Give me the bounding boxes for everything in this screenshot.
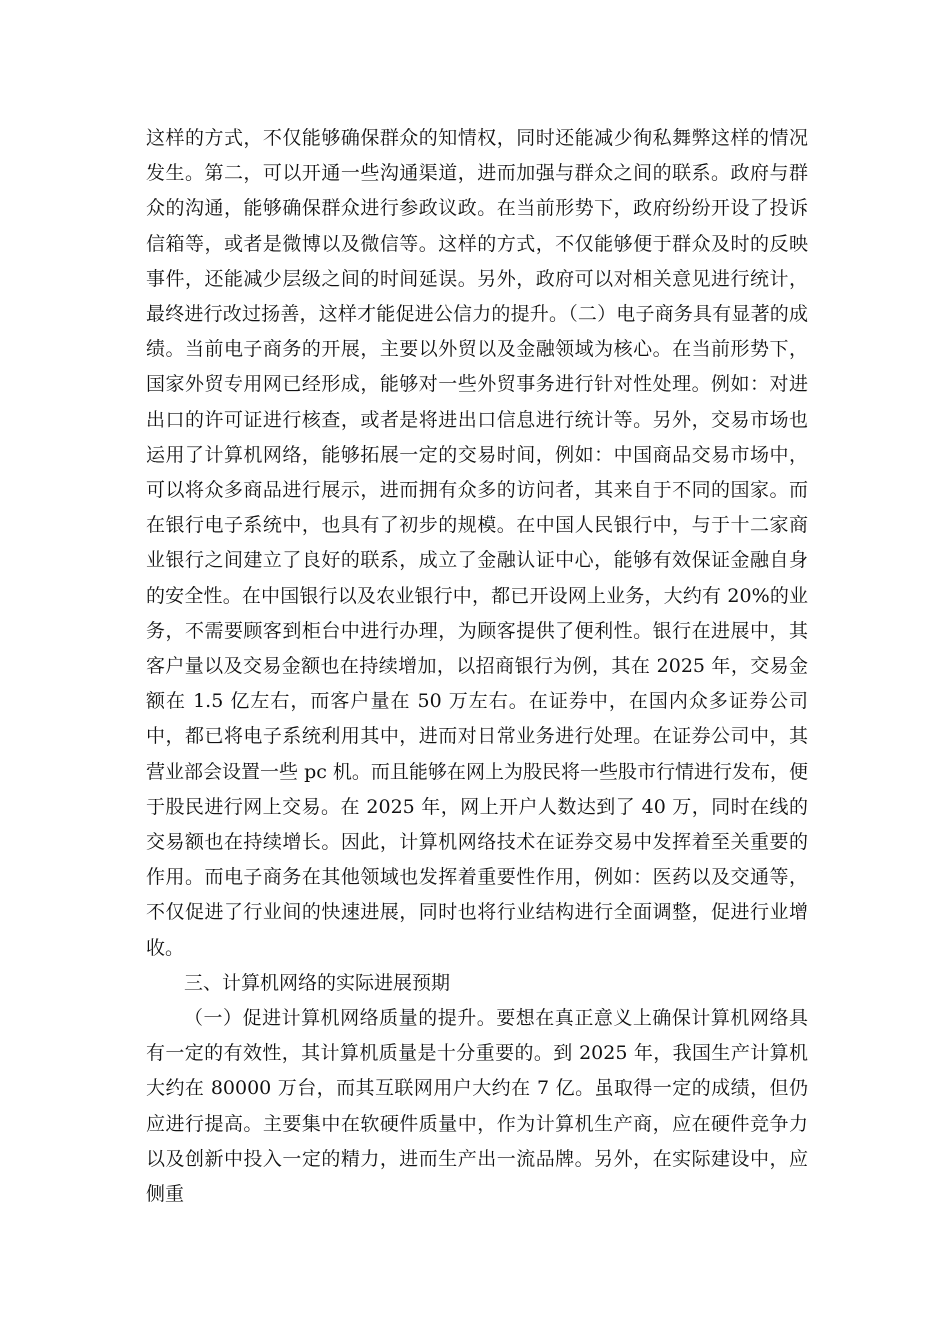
section-heading: 三、计算机网络的实际进展预期 (184, 971, 451, 994)
body-paragraph-2: （一）促进计算机网络质量的提升。要想在真正意义上确保计算机网络具有一定的有效性，其计算机质量是十分重要的。到 2025 年，我国生产计算机大约在 80000 万台，而其互联网用户大约在 7 亿。虽取得一定的成绩，但仍应进行提高。主要集中在软硬件质量中，作为计算机生产商，应在硬件竞争力以及创新中投入一定的精力，进而生产出一流品牌。另外，在实际建设中，应侧重 (146, 1007, 808, 1206)
body-paragraph-1: 这样的方式，不仅能够确保群众的知情权，同时还能减少徇私舞弊这样的情况发生。第二，可以开通一些沟通渠道，进而加强与群众之间的联系。政府与群众的沟通，能够确保群众进行参政议政。在当前形势下，政府纷纷开设了投诉信箱等，或者是微博以及微信等。这样的方式，不仅能够便于群众及时的反映事件，还能减少层级之间的时间延误。另外，政府可以对相关意见进行统计，最终进行改过扬善，这样才能促进公信力的提升。（二）电子商务具有显著的成绩。当前电子商务的开展，主要以外贸以及金融领域为核心。在当前形势下，国家外贸专用网已经形成，能够对一些外贸事务进行针对性处理。例如：对进出口的许可证进行核查，或者是将进出口信息进行统计等。另外，交易市场也运用了计算机网络，能够拓展一定的交易时间，例如：中国商品交易市场中，可以将众多商品进行展示，进而拥有众多的访问者，其来自于不同的国家。而在银行电子系统中，也具有了初步的规模。在中国人民银行中，与于十二家商业银行之间建立了良好的联系，成立了金融认证中心，能够有效保证金融自身的安全性。在中国银行以及农业银行中，都已开设网上业务，大约有 20%的业务，不需要顾客到柜台中进行办理，为顾客提供了便利性。银行在进展中，其客户量以及交易金额也在持续增加，以招商银行为例，其在 2025 年，交易金额在 1.5 亿左右，而客户量在 50 万左右。在证券中，在国内众多证券公司中，都已将电子系统利用其中，进而对日常业务进行处理。在证券公司中，其营业部会设置一些 pc 机。而且能够在网上为股民将一些股市行情进行发布，便于股民进行网上交易。在 2025 年，网上开户人数达到了 40 万，同时在线的交易额也在持续增长。因此，计算机网络技术在证券交易中发挥着至关重要的作用。而电子商务在其他领域也发挥着重要性作用，例如：医药以及交通等，不仅促进了行业间的快速进展，同时也将行业结构进行全面调整，促进行业增收。 (146, 127, 808, 959)
document-body (146, 121, 808, 1212)
